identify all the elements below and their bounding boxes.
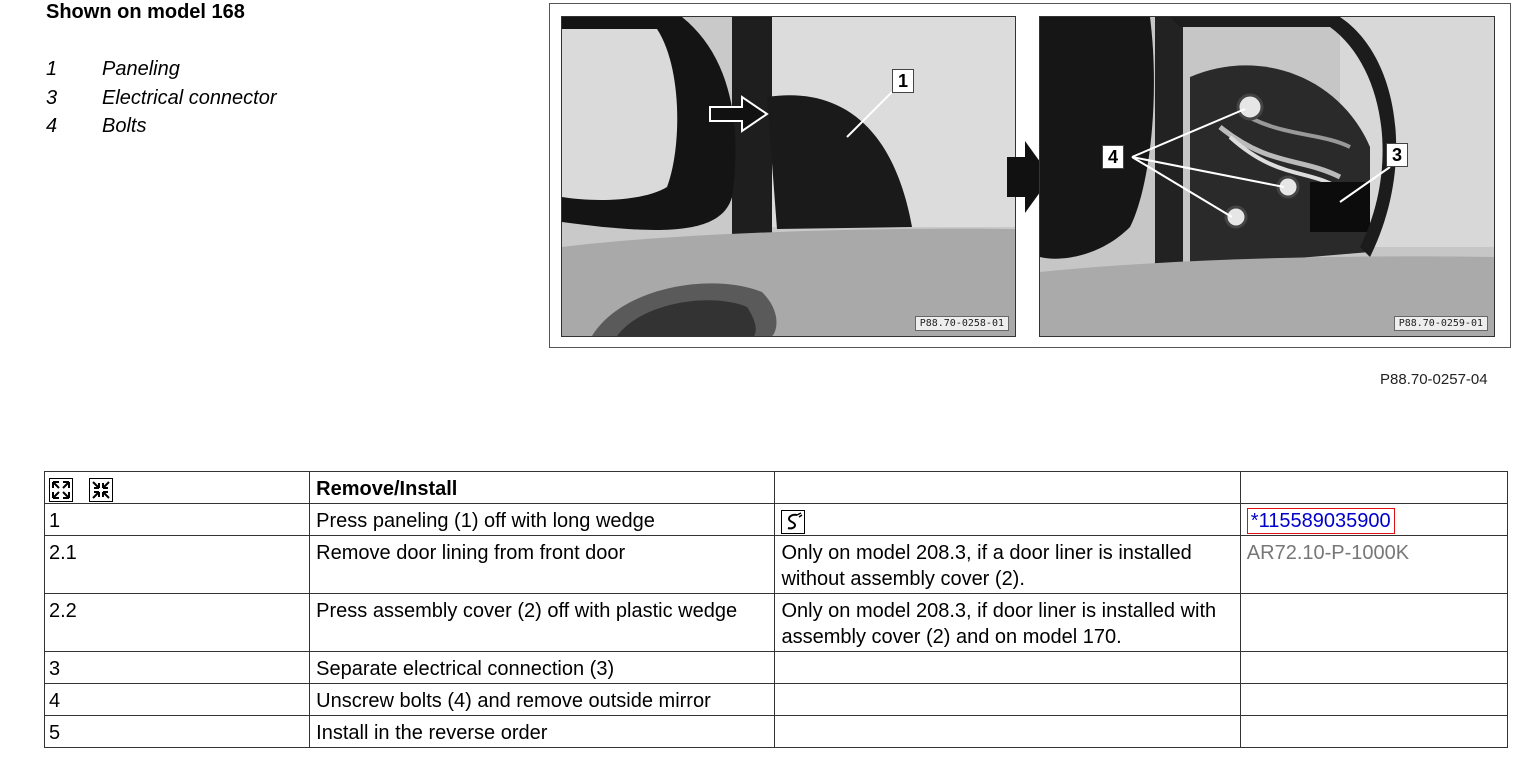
photo-connector (1039, 16, 1495, 337)
step-text: Unscrew bolts (4) and remove outside mirror (310, 684, 775, 716)
callout-3: 3 (1386, 143, 1408, 167)
step-text: Press paneling (1) off with long wedge (310, 504, 775, 536)
step-number: 3 (45, 652, 310, 684)
legend-label: Electrical connector (102, 86, 277, 109)
table-row (45, 652, 1508, 684)
legend-item (46, 55, 277, 84)
step-reference (1240, 716, 1507, 748)
page-title: Shown on model 168 (46, 1, 245, 23)
step-note (775, 652, 1240, 684)
table-row (45, 716, 1508, 748)
legend-item (46, 84, 277, 113)
photo-paneling (561, 16, 1016, 337)
collapse-icon[interactable] (89, 478, 113, 502)
table-cell (1240, 472, 1507, 504)
step-text: Separate electrical connection (3) (310, 652, 775, 684)
step-number: 1 (45, 504, 310, 536)
figure-code: P88.70-0257-04 (1380, 371, 1488, 388)
step-text: Press assembly cover (2) off with plastic wedge (310, 594, 775, 652)
step-reference (1240, 652, 1507, 684)
step-number: 5 (45, 716, 310, 748)
expand-icon[interactable] (49, 478, 73, 502)
table-row (45, 536, 1508, 594)
table-cell (775, 472, 1240, 504)
illustration-figure (549, 3, 1511, 348)
step-text: Install in the reverse order (310, 716, 775, 748)
legend-item (46, 112, 277, 141)
special-tool-icon[interactable] (781, 510, 805, 534)
step-reference (1240, 684, 1507, 716)
legend (46, 55, 277, 141)
step-note (775, 504, 1240, 536)
procedure-table (44, 471, 1508, 748)
legend-label: Paneling (102, 58, 180, 80)
table-header-row (45, 472, 1508, 504)
table-title: Remove/Install (310, 472, 775, 504)
step-reference (1240, 536, 1507, 594)
step-number: 2.2 (45, 594, 310, 652)
table-row (45, 594, 1508, 652)
step-number: 4 (45, 684, 310, 716)
photo-code-right: P88.70-0259-01 (1394, 316, 1488, 331)
tool-number-link[interactable]: *115589035900 (1247, 508, 1395, 534)
callout-1: 1 (892, 69, 914, 93)
step-reference (1240, 504, 1507, 536)
step-note (775, 684, 1240, 716)
mirror-connector-photo (1040, 17, 1494, 336)
legend-number: 4 (46, 115, 58, 137)
header-icons-cell (45, 472, 310, 504)
step-note (775, 716, 1240, 748)
legend-number: 3 (46, 86, 58, 109)
legend-number: 1 (46, 58, 58, 80)
step-text: Remove door lining from front door (310, 536, 775, 594)
step-note: Only on model 208.3, if door liner is installed with assembly cover (2) and on model 170. (775, 594, 1240, 652)
legend-label: Bolts (102, 115, 147, 137)
photo-code-left: P88.70-0258-01 (915, 316, 1009, 331)
document-reference-link[interactable]: AR72.10-P-1000K (1246, 542, 1410, 564)
step-note: Only on model 208.3, if a door liner is installed without assembly cover (2). (775, 536, 1240, 594)
step-reference (1240, 594, 1507, 652)
step-number: 2.1 (45, 536, 310, 594)
table-row (45, 684, 1508, 716)
callout-4: 4 (1102, 145, 1124, 169)
mirror-paneling-photo (562, 17, 1015, 336)
table-row (45, 504, 1508, 536)
